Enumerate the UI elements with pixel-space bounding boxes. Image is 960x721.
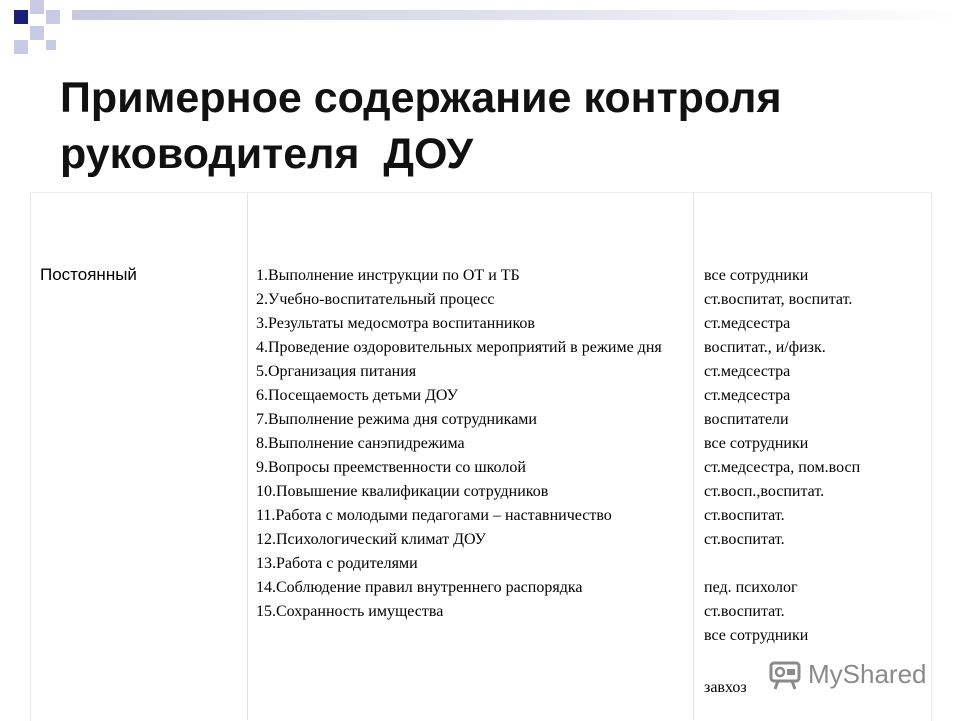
- header-gradient-bar: [72, 10, 960, 20]
- responsible-list: [704, 264, 924, 700]
- list-item: 1.Выполнение инструкции по ОТ и ТБ: [256, 267, 520, 284]
- slide-title: [60, 70, 920, 182]
- watermark: [768, 656, 927, 692]
- decor-square-light: [30, 0, 44, 14]
- responsible-item: ст.восп.,воспитат.: [704, 483, 825, 500]
- projector-icon: [768, 657, 802, 691]
- responsible-item: ст.воспитат, воспитат.: [704, 291, 853, 308]
- decor-square-light: [14, 40, 28, 54]
- control-items-list: [256, 264, 686, 624]
- responsible-item: все сотрудники: [704, 435, 809, 452]
- list-item: 15.Сохранность имущества: [256, 603, 444, 620]
- watermark-text: MyShared: [808, 658, 927, 689]
- decor-square-dark: [14, 10, 28, 24]
- column-divider: [693, 192, 694, 720]
- responsible-item: ст.воспитат.: [704, 507, 785, 524]
- responsible-item: все сотрудники: [704, 627, 809, 644]
- responsible-item: ст.медсестра: [704, 363, 791, 380]
- responsible-item: ст.воспитат.: [704, 531, 785, 548]
- responsible-item: завхоз: [704, 679, 747, 696]
- list-item: 7.Выполнение режима дня сотрудниками: [256, 411, 537, 428]
- slide-title-line2: руководителя ДОУ: [60, 130, 474, 178]
- responsible-item: ст.воспитат.: [704, 603, 785, 620]
- list-item: 6.Посещаемость детьми ДОУ: [256, 387, 458, 404]
- list-item: 8.Выполнение санэпидрежима: [256, 435, 465, 452]
- responsible-item: ст.медсестра: [704, 315, 791, 332]
- responsible-item: ст.медсестра: [704, 387, 791, 404]
- list-item: 11.Работа с молодыми педагогами – наставничество: [256, 507, 612, 524]
- list-item: 9.Вопросы преемственности со школой: [256, 459, 526, 476]
- decor-square-light: [46, 10, 60, 24]
- slide-title-line1: Примерное содержание контроля: [60, 74, 782, 122]
- responsible-item-empty: [704, 552, 924, 576]
- period-cell: Постоянный: [40, 265, 137, 284]
- responsible-item: пед. психолог: [704, 579, 798, 596]
- list-item: 12.Психологический климат ДОУ: [256, 531, 486, 548]
- responsible-item: все сотрудники: [704, 267, 809, 284]
- list-item: 4.Проведение оздоровительных мероприятий в режиме дня: [256, 339, 662, 356]
- responsible-item: ст.медсестра, пом.восп: [704, 459, 861, 476]
- decor-square-light: [46, 40, 56, 50]
- list-item: 3.Результаты медосмотра воспитанников: [256, 315, 535, 332]
- list-item: 2.Учебно-воспитательный процесс: [256, 291, 495, 308]
- column-divider: [247, 192, 248, 720]
- list-item: 10.Повышение квалификации сотрудников: [256, 483, 549, 500]
- list-item: 13.Работа с родителями: [256, 555, 418, 572]
- list-item: 5.Организация питания: [256, 363, 417, 380]
- decor-square-light: [30, 26, 44, 40]
- list-item: 14.Соблюдение правил внутреннего распорядка: [256, 579, 583, 596]
- responsible-item: воспитатели: [704, 411, 789, 428]
- responsible-item: воспитат., и/физк.: [704, 339, 826, 356]
